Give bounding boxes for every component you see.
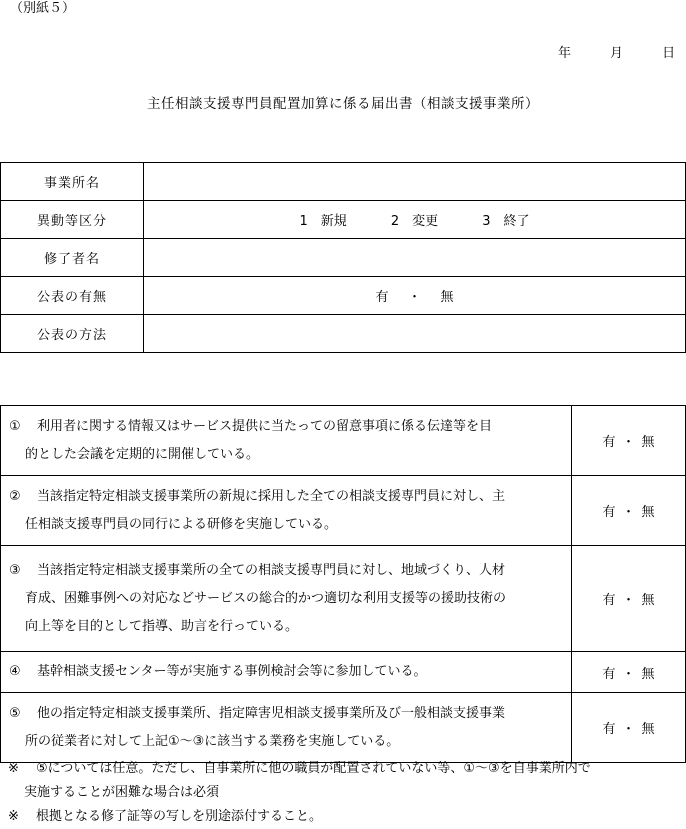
answer-no[interactable]: 無 (641, 435, 655, 450)
note-continued (8, 781, 678, 805)
answer-no[interactable]: 無 (641, 666, 655, 682)
item-number: ④ (9, 664, 21, 679)
question-line: 育成、困難事例への対応などサービスの総合的かつ適切な利用支援等の援助技術の (25, 590, 507, 606)
publication-label: 公表の有無 (1, 277, 144, 315)
date-day: 日 (662, 46, 676, 61)
answer-sep: ・ (621, 505, 635, 520)
question-line: 所の従業者に対して上記①～③に該当する業務を実施している。 (25, 733, 400, 749)
question-line: 他の指定特定相談支援事業所、指定障害児相談支援事業所及び一般相談支援事業 (37, 705, 506, 721)
checklist-answer (572, 693, 686, 763)
item-number: ③ (9, 562, 21, 578)
answer-yes[interactable]: 有 (602, 505, 616, 520)
answer-yes[interactable]: 有 (602, 435, 616, 450)
change-type-label: 異動等区分 (1, 201, 144, 239)
completer-name-label: 修了者名 (1, 239, 144, 277)
notes (8, 757, 678, 829)
document-title: 主任相談支援専門員配置加算に係る届出書（相談支援事業所） (147, 96, 539, 112)
completer-name-field[interactable] (144, 239, 686, 277)
checklist-row (1, 476, 686, 546)
answer-sep: ・ (621, 666, 635, 682)
office-name-label: 事業所名 (1, 163, 144, 201)
row-publication-method (1, 315, 686, 353)
publication-options (144, 277, 686, 315)
checklist-question (1, 693, 572, 763)
option-end[interactable]: 3 終了 (482, 214, 530, 229)
date-month: 月 (610, 46, 624, 61)
row-publication (1, 277, 686, 315)
checklist-question (1, 406, 572, 476)
question-line: 利用者に関する情報又はサービス提供に当たっての留意事項に係る伝達等を目 (37, 418, 493, 434)
note (8, 757, 678, 781)
checklist-question (1, 546, 572, 652)
checklist-row (1, 693, 686, 763)
note (8, 805, 678, 829)
checklist-row (1, 546, 686, 652)
note-text: 根拠となる修了証等の写しを別途添付すること。 (36, 809, 323, 824)
answer-yes[interactable]: 有 (602, 722, 616, 737)
item-number: ⑤ (9, 705, 21, 721)
checklist-table (0, 405, 686, 763)
note-mark: ※ (8, 809, 19, 824)
date-line (558, 42, 675, 61)
answer-sep: ・ (621, 435, 635, 450)
answer-yes[interactable]: 有 (602, 593, 616, 608)
option-new[interactable]: 1 新規 (299, 214, 347, 229)
question-line: 任相談支援専門員の同行による研修を実施している。 (25, 516, 338, 532)
option-change[interactable]: 2 変更 (390, 214, 439, 229)
answer-sep: ・ (621, 593, 635, 608)
annex-label: （別紙５） (10, 1, 76, 16)
office-name-field[interactable] (144, 163, 686, 201)
answer-no[interactable]: 無 (641, 505, 655, 520)
checklist-answer (572, 546, 686, 652)
info-table (0, 162, 686, 353)
note-text: ⑤については任意。ただし、自事業所に他の職員が配置されていない等、①～③を自事業所内で (36, 761, 591, 776)
item-number: ② (9, 488, 21, 504)
date-year: 年 (558, 46, 572, 61)
question-line: 当該指定特定相談支援事業所の全ての相談支援専門員に対し、地域づくり、人材 (37, 562, 506, 578)
checklist-row (1, 652, 686, 693)
checklist-answer (572, 406, 686, 476)
answer-no[interactable]: 無 (641, 593, 655, 608)
row-office-name (1, 163, 686, 201)
answer-yes[interactable]: 有 (602, 666, 616, 682)
note-mark: ※ (8, 761, 19, 776)
row-change-type (1, 201, 686, 239)
question-line: 的とした会議を定期的に開催している。 (25, 446, 260, 462)
publication-sep: ・ (407, 290, 421, 305)
checklist-question (1, 652, 572, 693)
checklist-question (1, 476, 572, 546)
checklist-answer (572, 476, 686, 546)
item-number: ① (9, 418, 21, 434)
answer-sep: ・ (621, 722, 635, 737)
checklist-row (1, 406, 686, 476)
checklist-answer (572, 652, 686, 693)
note-text: 実施することが困難な場合は必須 (24, 785, 220, 800)
publication-no[interactable]: 無 (440, 290, 454, 305)
row-completer-name (1, 239, 686, 277)
question-line: 向上等を目的として指導、助言を行っている。 (25, 618, 299, 634)
answer-no[interactable]: 無 (641, 722, 655, 737)
publication-method-field[interactable] (144, 315, 686, 353)
question-line: 基幹相談支援センター等が実施する事例検討会等に参加している。 (37, 664, 427, 679)
question-line: 当該指定特定相談支援事業所の新規に採用した全ての相談支援専門員に対し、主 (37, 488, 506, 504)
change-type-options (144, 201, 686, 239)
publication-method-label: 公表の方法 (1, 315, 144, 353)
publication-yes[interactable]: 有 (375, 290, 389, 305)
